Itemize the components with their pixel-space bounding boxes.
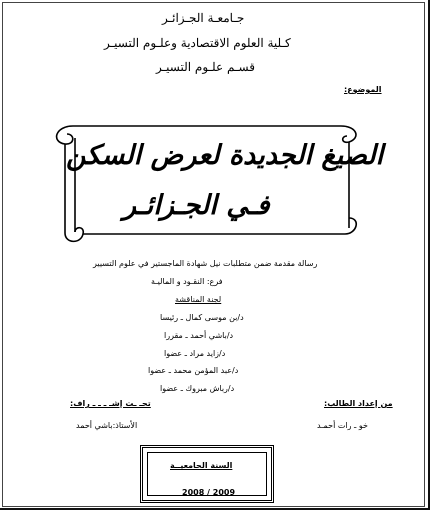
title-scroll-frame [45, 108, 367, 246]
faculty-name: كـلية العلوم الاقتصادية وعلـوم التسيـر [104, 36, 291, 50]
supervisor-label: تحـ ـت إشـ ـ ـ ـ راف: [70, 399, 151, 408]
university-name: جـامعـة الجـزائـر [162, 11, 245, 25]
thesis-branch: فرع: النقـود و الماليـة [151, 277, 223, 286]
committee-member: د/عبد المؤمن محمد ـ عضوا [148, 366, 239, 375]
committee-member: د/زايد مراد ـ عضوا [164, 349, 226, 358]
committee-member: د/رباش مبروك ـ عضوا [160, 384, 235, 393]
thesis-title-line1: الصيغ الجديدة لعرض السكن [66, 140, 384, 171]
academic-year-value: 2008 / 2009 [182, 488, 236, 497]
subject-label: الموضوع: [344, 85, 382, 94]
committee-member: د/بن موسى كمال ـ رئيسا [160, 313, 244, 322]
committee-title: لجنة المناقشة [175, 295, 222, 304]
thesis-title-line2: فـي الجـزائـر [123, 190, 270, 221]
academic-year-label: السنة الجامعيــة [170, 461, 233, 470]
department-name: قسـم علـوم التسيـر [156, 60, 255, 74]
committee-member: د/باشي أحمد ـ مقررا [164, 331, 234, 340]
student-name: خو ـ رات أحمـد [317, 421, 369, 430]
student-label: من إعداد الطالب: [324, 399, 393, 408]
supervisor-name: الأستاذ:باشي أحمد [76, 421, 138, 430]
thesis-statement: رسالة مقدمة ضمن متطلبات نيل شهادة الماجستير في علوم التسيير [93, 259, 318, 268]
document-page [2, 2, 425, 507]
